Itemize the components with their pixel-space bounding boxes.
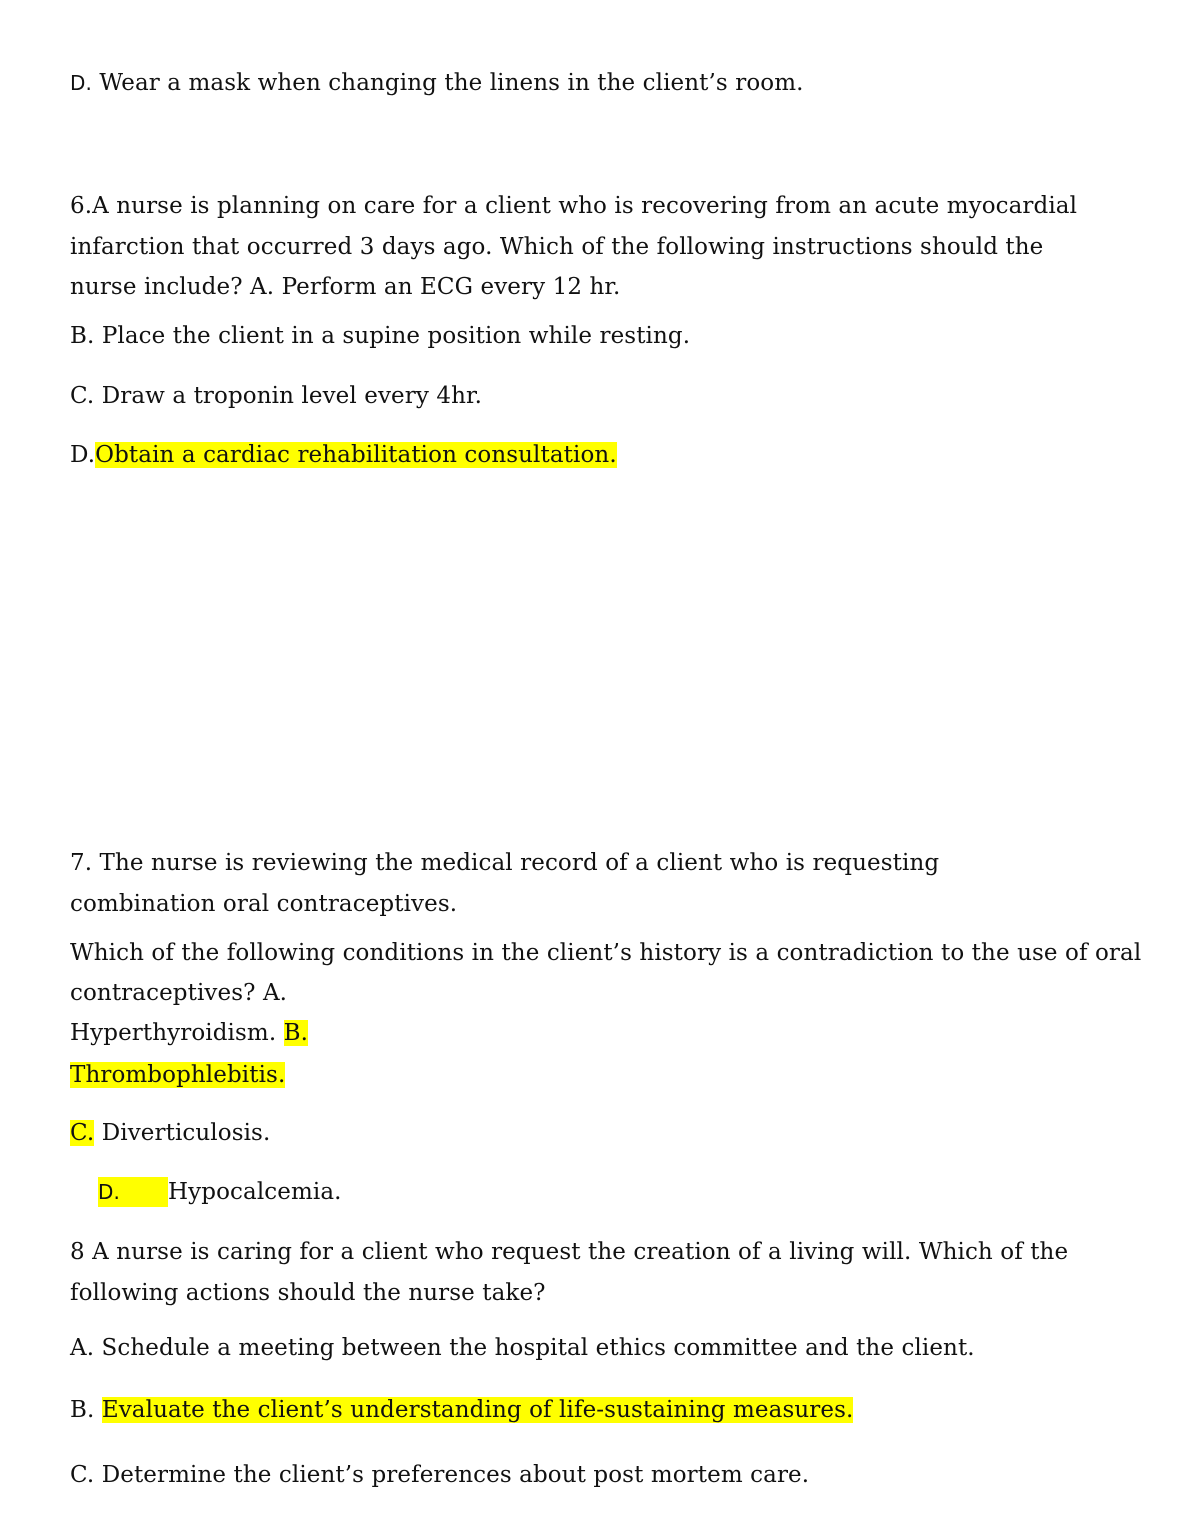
q8-option-c: C. Determine the client’s preferences about post mortem care. — [70, 1462, 810, 1488]
q6-option-c: C. Draw a troponin level every 4hr. — [70, 383, 482, 409]
q5-option-d-text: Wear a mask when changing the linens in the client’s room. — [91, 70, 804, 96]
q7-option-d-letter: D. — [98, 1177, 168, 1207]
q8-option-b-answer-highlight: Evaluate the client’s understanding of life-sustaining measures. — [101, 1397, 854, 1423]
q7-question-line-1: Which of the following conditions in the client’s history is a contradiction to the use of oral — [70, 940, 1142, 966]
q6-option-d-letter: D. — [70, 442, 96, 468]
q6-stem-line-3: nurse include? A. Perform an ECG every 12 hr. — [70, 274, 621, 300]
q7-option-b — [70, 1060, 285, 1090]
q7-stem-line-2: combination oral contraceptives. — [70, 891, 458, 917]
q7-option-c — [70, 1118, 270, 1148]
q8-stem-line-1: 8 A nurse is caring for a client who request the creation of a living will. Which of the — [70, 1239, 1069, 1265]
q6-stem-line-1: 6.A nurse is planning on care for a client who is recovering from an acute myocardial — [70, 193, 1078, 219]
q6-stem-line-2: infarction that occurred 3 days ago. Which of the following instructions should the — [70, 234, 1044, 260]
q7-question-line-2: contraceptives? A. — [70, 980, 288, 1006]
q6-option-b: B. Place the client in a supine position while resting. — [70, 323, 691, 349]
q7-option-d-text: Hypocalcemia. — [168, 1179, 342, 1205]
q7-option-a-text: Hyperthyroidism. — [70, 1020, 284, 1046]
q6-option-d-answer-highlight: Obtain a cardiac rehabilitation consultation. — [95, 442, 617, 468]
q8-stem-line-2: following actions should the nurse take? — [70, 1280, 546, 1306]
q7-option-a-b — [70, 1018, 308, 1048]
q8-option-a: A. Schedule a meeting between the hospital ethics committee and the client. — [70, 1335, 975, 1361]
q7-option-c-text: Diverticulosis. — [94, 1120, 271, 1146]
q7-option-d — [98, 1177, 342, 1207]
q7-option-c-letter: C. — [70, 1120, 95, 1146]
q7-option-b-letter: B. — [283, 1020, 309, 1046]
q5-option-d-letter: D. — [70, 71, 92, 95]
q8-option-b-letter: B. — [70, 1397, 102, 1423]
q8-option-b — [70, 1395, 853, 1425]
q6-option-d — [70, 440, 617, 470]
q7-stem-line-1: 7. The nurse is reviewing the medical record of a client who is requesting — [70, 850, 940, 876]
q5-option-d — [70, 68, 804, 98]
q7-option-b-answer-highlight: Thrombophlebitis. — [70, 1062, 286, 1088]
